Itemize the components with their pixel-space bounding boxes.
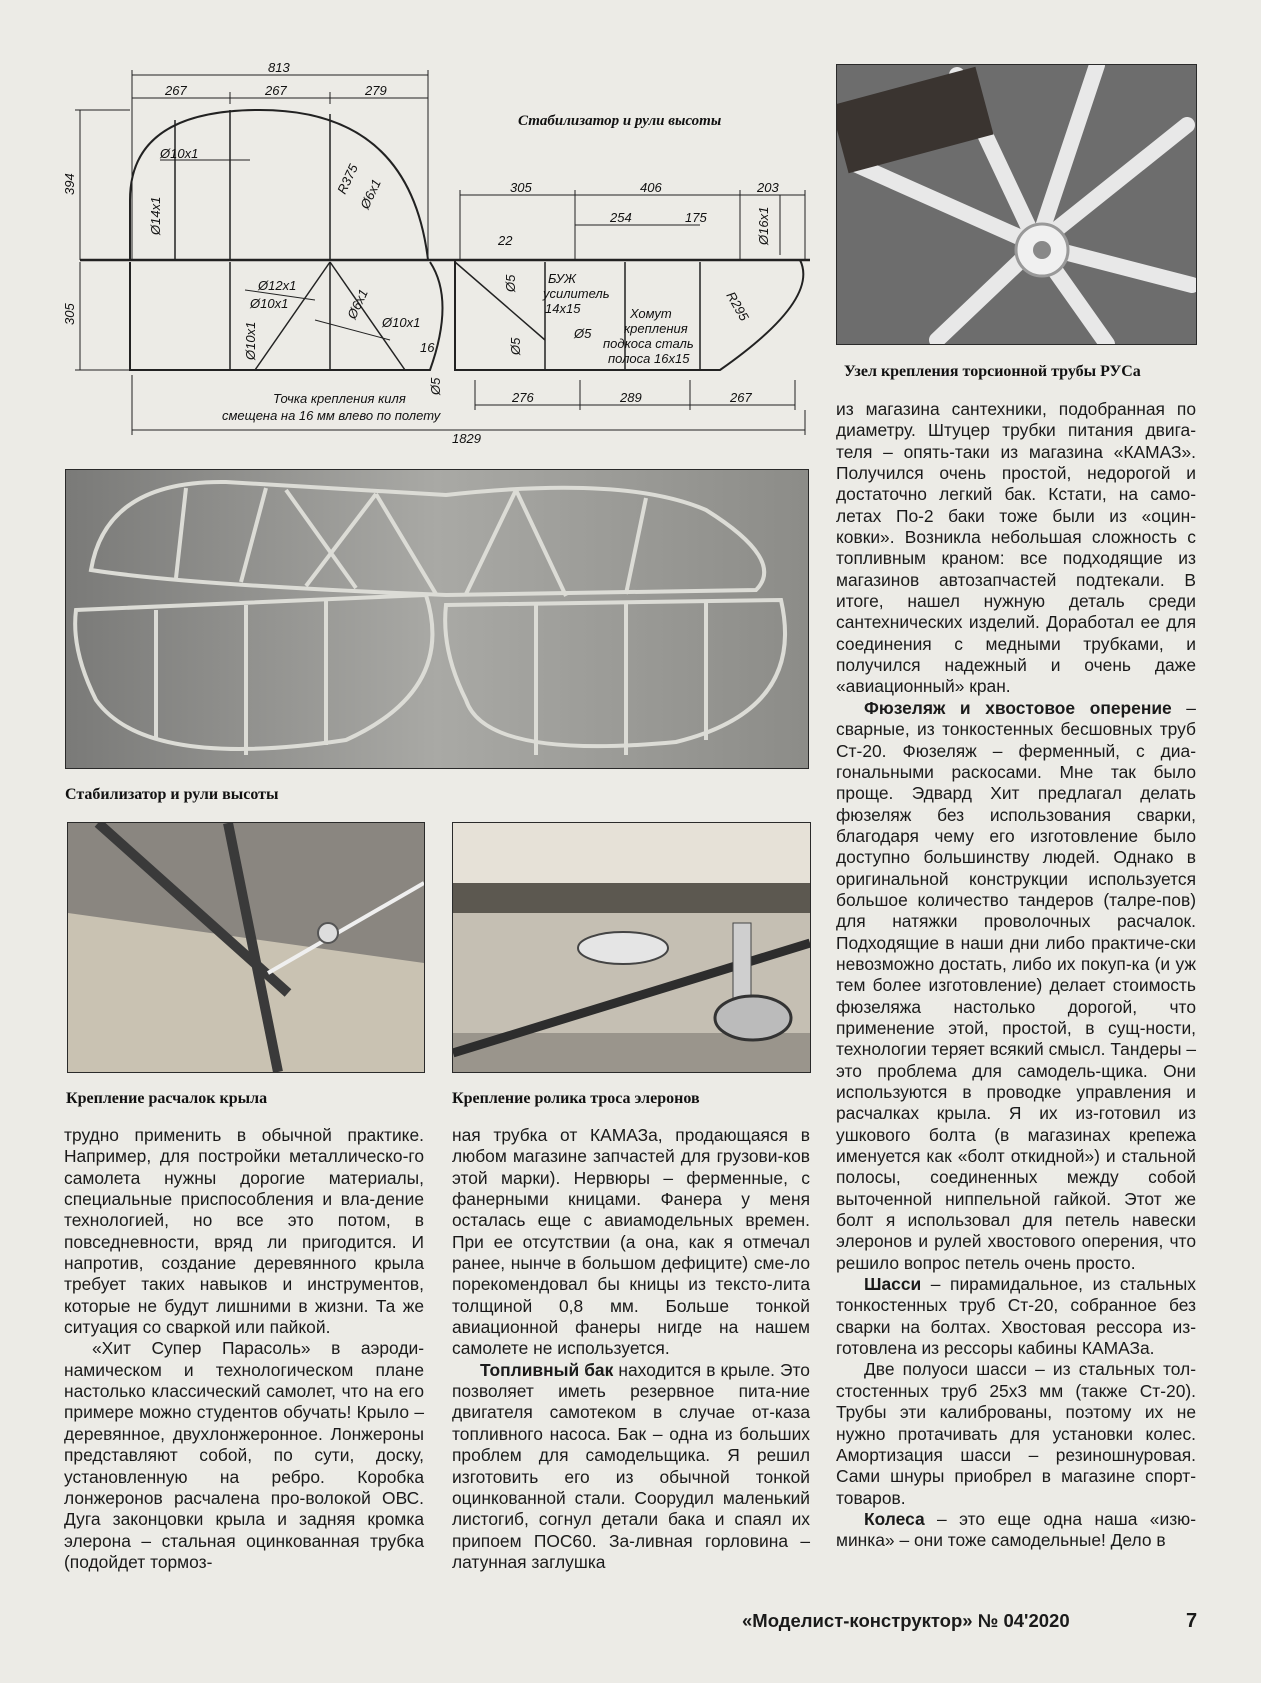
label-d6x1-a: Ø6x1 — [357, 176, 384, 212]
label-d5-b: Ø5 — [503, 274, 518, 292]
label-clamp-2: крепления — [624, 321, 688, 336]
subheading: Колеса — [864, 1508, 925, 1529]
paragraph-text: находится в крыле. Это позволяет иметь резервное пита-ние двигателя самотеком в случае от-каза топливного насоса. Бак – одна из больших проблем для самодельщика. Я решил изготовить его из обычной тонкой оцинкованной стали. Соорудил маленький листогиб, согнул детали бака и спаял их припоем ПОС60. За-ливная горловина – латунная заглушка — [452, 1359, 810, 1572]
dim-279: 279 — [365, 83, 387, 98]
label-d6x1-b: Ø6x1 — [344, 286, 371, 322]
paragraph: из магазина сантехники, подобранная по диаметру. Штуцер трубки питания двига-теля – опять-таки из магазина «КАМАЗ». Получился очень простой, недорогой и достаточно легкий бак. Кстати, на само-летах По-2 баки тоже были из «оцин-ковки». Возникла небольшая сложность с топливным краном: все подходящие из магазинов автозапчастей подтекали. В итоге, нашел нужную деталь среди сантехнических изделий. Доработал ее для соединения с медными трубками, и получился надежный и очень даже «авиационный» кран. — [836, 399, 1196, 697]
label-clamp-3: подкоса сталь — [603, 336, 694, 351]
label-buzh-1: БУЖ — [548, 271, 576, 286]
paragraph — [836, 1274, 1196, 1359]
caption-roller-mount: Крепление ролика троса элеронов — [452, 1090, 700, 1107]
label-keel-2: смещена на 16 мм влево по полету — [222, 408, 441, 423]
subheading: Фюзеляж и хвостовое оперение — [864, 697, 1172, 718]
dim-1829: 1829 — [452, 431, 481, 446]
dim-175: 175 — [685, 210, 707, 225]
drawing-title: Стабилизатор и рули высоты — [518, 113, 722, 129]
text-column-2 — [452, 1125, 810, 1573]
dim-22: 22 — [498, 233, 513, 248]
text-column-3 — [836, 399, 1196, 1552]
label-d14x1: Ø14x1 — [148, 196, 163, 235]
label-buzh-3: 14x15 — [545, 301, 581, 316]
roller-mount-photo-illustration — [453, 823, 810, 1072]
stabilizer-drawing — [55, 55, 830, 455]
label-clamp-1: Хомут — [630, 306, 672, 321]
label-r375: R375 — [334, 161, 361, 197]
label-d10x1-b: Ø10x1 — [250, 296, 289, 311]
dim-267-c: 267 — [730, 390, 752, 405]
subheading: Топливный бак — [480, 1359, 614, 1380]
roller-mount-photo — [452, 822, 811, 1073]
subheading: Шасси — [864, 1274, 922, 1295]
paragraph — [836, 1509, 1196, 1552]
paragraph: Две полуоси шасси – из стальных тол-стостенных труб 25x3 мм (также Ст-20). Трубы эти калиброваны, поэтому их не нужно протачивать для установки колес. Амортизация шасси – резиношнуровая. Сами шнуры приобрел в магазине спорт-товаров. — [836, 1359, 1196, 1508]
paragraph: трудно применить в обычной практике. Например, для постройки металлическо-го самолета нужны дорогие материалы, специальные приспособления и вла-дение технологией, но все это потом, в повседневности, вряд ли пригодится. И напротив, создание деревянного крыла требует таких навыков и инструментов, которые не будут лишними в жизни. Та же ситуация со сваркой или пайкой. — [64, 1125, 424, 1338]
dim-267-a: 267 — [165, 83, 187, 98]
dim-254: 254 — [610, 210, 632, 225]
paragraph-text: – сварные, из тонкостенных бесшовных труб Ст-20. Фюзеляж – ферменный, с диа-гональными раскосами. Мне так было проще. Эдвард Хит предлагал делать фюзеляж без использования сварки, благодаря чему его изготовление было доступно большинству людей. Однако в оригинальной конструкции используется большое количество тандеров (талре-пов) для натяжки проволочных расчалок. Подходящие в наши дни либо практиче-ски невозможно достать, либо их покуп-ка (и уж тем более изготовление) делает стоимость фюзеляжа настолько дорогой, что применение этой, простой, в сущ-ности, технологии теряет всякий смысл. Тандеры – это проблема для самодель-щика. Они используются в проводке управления и расчалках крыла. Я их из-готовил из ушкового болта (в магазинах крепежа именуется как «болт откидной») и стальной полосы, соединенных между собой выточенной ниппельной гайкой. Этот же болт я использовал для петель навески элеронов и рулей хвостового оперения, что решило вопрос петель очень просто. — [836, 697, 1196, 1273]
text-column-1 — [64, 1125, 424, 1573]
label-d5-c: Ø5 — [508, 337, 523, 355]
page-number: 7 — [1186, 1610, 1198, 1632]
label-d12x1: Ø12x1 — [258, 278, 297, 293]
stabilizer-photo — [65, 469, 809, 769]
caption-wire-mount: Крепление расчалок крыла — [66, 1090, 268, 1107]
label-d10x1-d: Ø10x1 — [382, 315, 421, 330]
dim-276: 276 — [512, 390, 534, 405]
dim-305-right: 305 — [510, 180, 532, 195]
dim-267-b: 267 — [265, 83, 287, 98]
label-d10x1-c: Ø10x1 — [243, 321, 258, 360]
dim-406: 406 — [640, 180, 662, 195]
dim-16: 16 — [420, 340, 435, 355]
stabilizer-photo-illustration — [66, 470, 808, 768]
paragraph: ная трубка от КАМАЗа, продающаяся в любом магазине запчастей для грузови-ков этой марки). Нервюры – ферменные, с фанерными кницами. Фанера у меня осталась еще с авиамодельных времен. При ее отсутствии (а она, как я отмечал ранее, нынче в большом дефиците) сме-ло порекомендовал бы кницы из тексто-лита толщиной 0,8 мм. Больше тонкой авиационной фанеры нигде на нашем самолете не используется. — [452, 1125, 810, 1359]
dim-203: 203 — [757, 180, 779, 195]
label-d5-a: Ø5 — [428, 377, 443, 395]
journal-title: «Моделист-конструктор» № 04'2020 — [742, 1610, 1070, 1631]
paragraph: «Хит Супер Парасоль» в аэроди-намическом и технологическом плане настолько классический самолет, что на его примере можно студентов обучать! Крыло – деревянное, двухлонжеронное. Лонжероны представляют собой, по сути, доску, установленную на ребро. Коробка лонжеронов расчалена про-волокой ОВС. Дуга законцовки крыла и задняя кромка элерона – стальная оцинкованная трубка (подойдет тормоз- — [64, 1338, 424, 1572]
paragraph — [836, 698, 1196, 1274]
rus-photo-illustration — [837, 65, 1196, 344]
wire-mount-photo — [67, 822, 425, 1073]
dim-813: 813 — [268, 60, 290, 75]
paragraph — [452, 1360, 810, 1573]
dim-394: 394 — [62, 173, 77, 195]
wire-mount-photo-illustration — [68, 823, 424, 1072]
paragraph-text: – пирамидальное, из стальных тонкостенных труб Ст-20, собранное без сварки на болтах. Хвостовая рессора из-готовлена из рессоры кабины КАМАЗа. — [836, 1274, 1196, 1359]
label-keel-1: Точка крепления киля — [273, 391, 406, 406]
label-d10x1-a: Ø10x1 — [160, 146, 199, 161]
rus-photo — [836, 64, 1197, 345]
label-buzh-2: усилитель — [543, 286, 610, 301]
caption-rus: Узел крепления торсионной трубы РУСа — [844, 363, 1141, 380]
paragraph-text: – это еще одна наша «изю-минка» – они тоже самодельные! Дело в — [836, 1508, 1196, 1551]
label-d5-d: Ø5 — [574, 326, 592, 341]
label-r295: R295 — [723, 289, 752, 324]
label-clamp-4: полоса 16x15 — [608, 351, 690, 366]
dim-289: 289 — [620, 390, 642, 405]
caption-stabilizer: Стабилизатор и рули высоты — [65, 786, 279, 803]
dim-305-left: 305 — [62, 303, 77, 325]
label-d16x1: Ø16x1 — [756, 206, 771, 245]
